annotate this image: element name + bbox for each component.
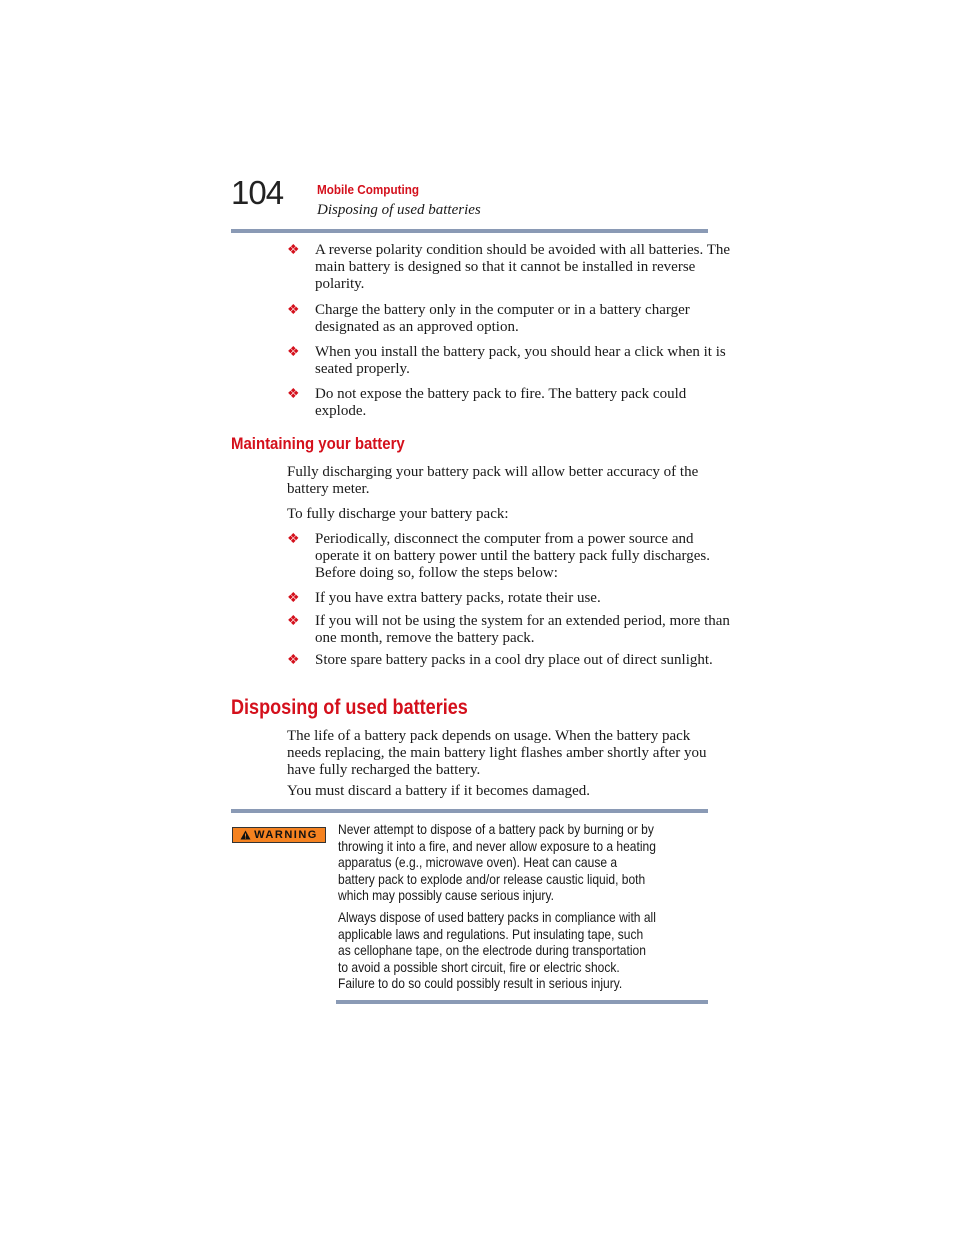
bullet-diamond-icon: ❖ — [287, 614, 300, 629]
paragraph: You must discard a battery if it becomes damaged. — [287, 783, 590, 799]
list-item — [287, 531, 735, 582]
warning-paragraph: Always dispose of used battery packs in compliance with all applicable laws and regulations. Put insulating tape, such as cellophane tape, on the electrode during transportation to avoid a possible short circuit, fire or electric shock. Failure to do so could possibly result in serious injury. — [338, 909, 656, 991]
bullet-diamond-icon: ❖ — [287, 345, 300, 360]
bullet-text: If you have extra battery packs, rotate their use. — [315, 590, 601, 606]
list-item — [287, 344, 735, 378]
bullet-diamond-icon: ❖ — [287, 591, 300, 606]
bullet-text: Store spare battery packs in a cool dry place out of direct sunlight. — [315, 652, 713, 668]
warning-paragraph: Never attempt to dispose of a battery pack by burning or by throwing it into a fire, and never allow exposure to a heating apparatus (e.g., microwave oven). Heat can cause a battery pack to explode and/or release caustic liquid, both which may possibly cause serious injury. — [338, 821, 656, 903]
bullet-diamond-icon: ❖ — [287, 532, 300, 547]
bullet-diamond-icon: ❖ — [287, 303, 300, 318]
section-title: Disposing of used batteries — [317, 202, 481, 218]
bullet-text: When you install the battery pack, you should hear a click when it is seated properly. — [315, 344, 726, 377]
bullet-diamond-icon: ❖ — [287, 387, 300, 402]
list-item — [287, 652, 735, 669]
warning-triangle-icon — [240, 830, 251, 840]
list-item — [287, 613, 735, 647]
bullet-diamond-icon: ❖ — [287, 653, 300, 668]
paragraph: To fully discharge your battery pack: — [287, 506, 509, 522]
page-number: 104 — [231, 174, 284, 211]
list-item — [287, 302, 735, 336]
paragraph: The life of a battery pack depends on usage. When the battery pack needs replacing, the main battery light flashes amber shortly after you have fully recharged the battery. — [287, 728, 707, 778]
heading-maintaining: Maintaining your battery — [231, 434, 405, 453]
heading-disposing: Disposing of used batteries — [231, 696, 468, 719]
warning-badge — [232, 827, 326, 843]
chapter-title: Mobile Computing — [317, 182, 420, 197]
header-rule — [231, 229, 708, 233]
bullet-text: Charge the battery only in the computer or in a battery charger designated as an approved option. — [315, 302, 690, 335]
list-item — [287, 386, 735, 420]
list-item — [287, 590, 735, 607]
bullet-text: Periodically, disconnect the computer from a power source and operate it on battery power until the battery pack fully discharges. Before doing so, follow the steps below: — [315, 531, 711, 581]
warning-bottom-rule — [336, 1000, 708, 1004]
bullet-text: A reverse polarity condition should be avoided with all batteries. The main battery is designed so that it cannot be installed in reverse polarity. — [315, 242, 731, 292]
list-item — [287, 242, 735, 293]
bullet-diamond-icon: ❖ — [287, 243, 300, 258]
warning-top-rule — [231, 809, 708, 813]
paragraph: Fully discharging your battery pack will allow better accuracy of the battery meter. — [287, 464, 699, 497]
warning-label: WARNING — [254, 829, 318, 841]
bullet-text: If you will not be using the system for an extended period, more than one month, remove the battery pack. — [315, 613, 730, 646]
bullet-text: Do not expose the battery pack to fire. The battery pack could explode. — [315, 386, 687, 419]
